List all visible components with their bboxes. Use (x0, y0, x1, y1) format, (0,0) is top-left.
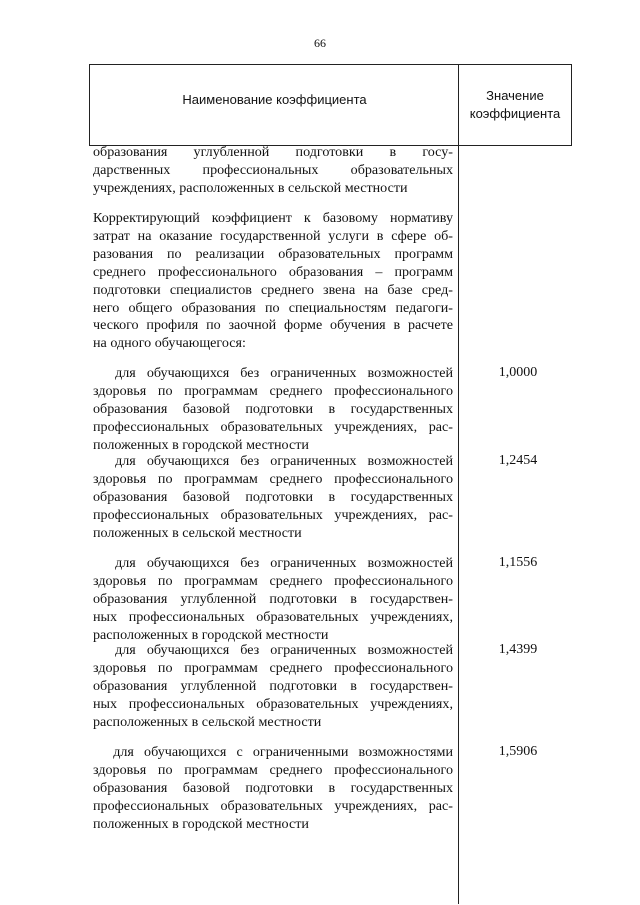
table-top-border (89, 64, 572, 65)
text-line: образования углубленной подготовки в государствен- (93, 677, 453, 694)
text-line: здоровья по программам среднего профессионального (93, 761, 453, 778)
text-line: образования углубленной подготовки в государствен- (93, 590, 453, 607)
text-line: разования по реализации образовательных программ (93, 245, 453, 262)
text-line: Корректирующий коэффициент к базовому нормативу (93, 210, 453, 226)
table-left-border (89, 64, 90, 146)
coefficient-value: 1,4399 (498, 642, 538, 657)
text-line: положенных в городской местности (93, 815, 309, 832)
page-number: 66 (314, 36, 326, 50)
text-line: расположенных в сельской местности (93, 713, 322, 730)
coefficient-text-block (93, 453, 453, 543)
text-line: него общего образования по специальностям педагоги- (93, 299, 453, 316)
coefficient-value: 1,0000 (498, 365, 538, 380)
text-line: образования углубленной подготовки в госу- (93, 144, 453, 160)
text-line: учреждениях, расположенных в сельской местности (93, 179, 408, 196)
text-line: положенных в сельской местности (93, 524, 302, 541)
text-line: профессиональных образовательных учреждениях, рас- (93, 506, 453, 523)
coefficient-text-block (93, 144, 453, 198)
text-line: среднего профессионального образования – программ (93, 263, 453, 280)
text-line: расположенных в городской местности (93, 626, 329, 643)
text-line: образования базовой подготовки в государственных (93, 488, 453, 505)
text-line: для обучающихся без ограниченных возможностей (93, 453, 453, 469)
text-line: положенных в городской местности (93, 436, 309, 453)
text-line: здоровья по программам среднего профессионального (93, 470, 453, 487)
text-line: ных профессиональных образовательных учреждениях, (93, 608, 453, 625)
text-line: подготовки специалистов среднего звена на базе сред- (93, 281, 453, 298)
text-line: здоровья по программам среднего профессионального (93, 659, 453, 676)
text-line: здоровья по программам среднего профессионального (93, 572, 453, 589)
text-line: для обучающихся без ограниченных возможностей (93, 642, 453, 658)
coefficient-text-block (93, 642, 453, 732)
coefficient-value: 1,2454 (498, 453, 538, 468)
text-line: для обучающихся с ограниченными возможностями (93, 744, 453, 760)
text-line: ческого профиля по заочной форме обучения в расчете (93, 317, 453, 334)
text-line: профессиональных образовательных учреждениях, рас- (93, 418, 453, 435)
coefficient-text-block (93, 210, 453, 353)
text-line: ных профессиональных образовательных учреждениях, (93, 695, 453, 712)
column-divider (458, 64, 459, 904)
text-line: дарственных профессиональных образовательных (93, 161, 453, 178)
coefficient-value: 1,1556 (498, 555, 538, 570)
header-value-column (460, 87, 570, 123)
header-value-line1: Значение (486, 88, 544, 103)
text-line: образования базовой подготовки в государственных (93, 779, 453, 796)
text-line: здоровья по программам среднего профессионального (93, 382, 453, 399)
text-line: для обучающихся без ограниченных возможностей (93, 365, 453, 381)
table-right-border (571, 64, 572, 146)
coefficient-text-block (93, 744, 453, 834)
coefficient-text-block (93, 555, 453, 645)
text-line: образования базовой подготовки в государственных (93, 400, 453, 417)
text-line: профессиональных образовательных учреждениях, рас- (93, 797, 453, 814)
text-line: затрат на оказание государственной услуги в сфере об- (93, 227, 453, 244)
text-line: на одного обучающегося: (93, 335, 246, 352)
text-line: для обучающихся без ограниченных возможностей (93, 555, 453, 571)
header-value-line2: коэффициента (469, 106, 561, 121)
header-name-column: Наименование коэффициента (182, 92, 367, 107)
coefficient-value: 1,5906 (498, 744, 538, 759)
coefficient-text-block (93, 365, 453, 455)
